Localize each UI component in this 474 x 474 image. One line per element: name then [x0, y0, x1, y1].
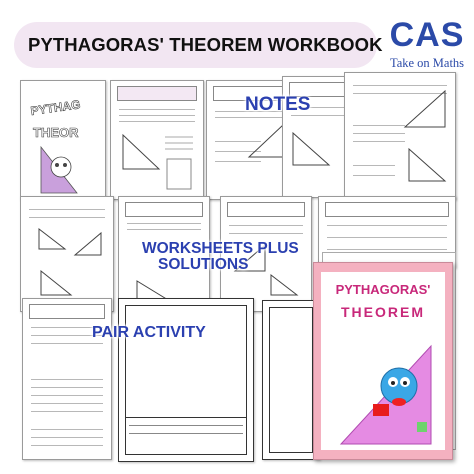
workbook-cover	[313, 262, 453, 460]
solutions-label: SOLUTIONS	[158, 256, 249, 273]
pair-activity-label: PAIR ACTIVITY	[92, 324, 206, 341]
notes-cover-page	[20, 80, 106, 200]
cover-sketch	[21, 81, 105, 199]
svg-text:THEOR: THEOR	[33, 125, 79, 140]
triangle-diagram	[247, 121, 287, 161]
logo-name: CAS	[389, 16, 465, 54]
triangle-diagram	[405, 143, 449, 187]
notes-page-4	[344, 72, 456, 200]
pair-activity-page-2	[118, 298, 254, 462]
mascot-triangle-illustration	[321, 326, 445, 450]
notes-label: NOTES	[245, 94, 311, 115]
triangle-diagram	[401, 87, 449, 131]
triangle-diagram	[35, 225, 105, 305]
page-title: PYTHAGORAS' THEOREM WORKBOOK	[28, 34, 383, 55]
worksheets-label: WORKSHEETS PLUS	[142, 240, 299, 257]
svg-text:PYTHAG: PYTHAG	[29, 97, 82, 119]
triangle-diagram	[289, 125, 349, 185]
cover-inner	[321, 272, 445, 450]
cover-title-line1: PYTHAGORAS'	[335, 282, 431, 297]
logo-tagline: Take on Maths	[389, 56, 465, 70]
triangle-diagram	[119, 129, 195, 193]
cover-title-line2: THEOREM	[341, 304, 425, 320]
pair-activity-page-1	[22, 298, 112, 460]
pair-activity-page-3	[262, 300, 320, 460]
notes-page-1	[110, 80, 204, 200]
worksheet-page-1	[20, 196, 114, 312]
